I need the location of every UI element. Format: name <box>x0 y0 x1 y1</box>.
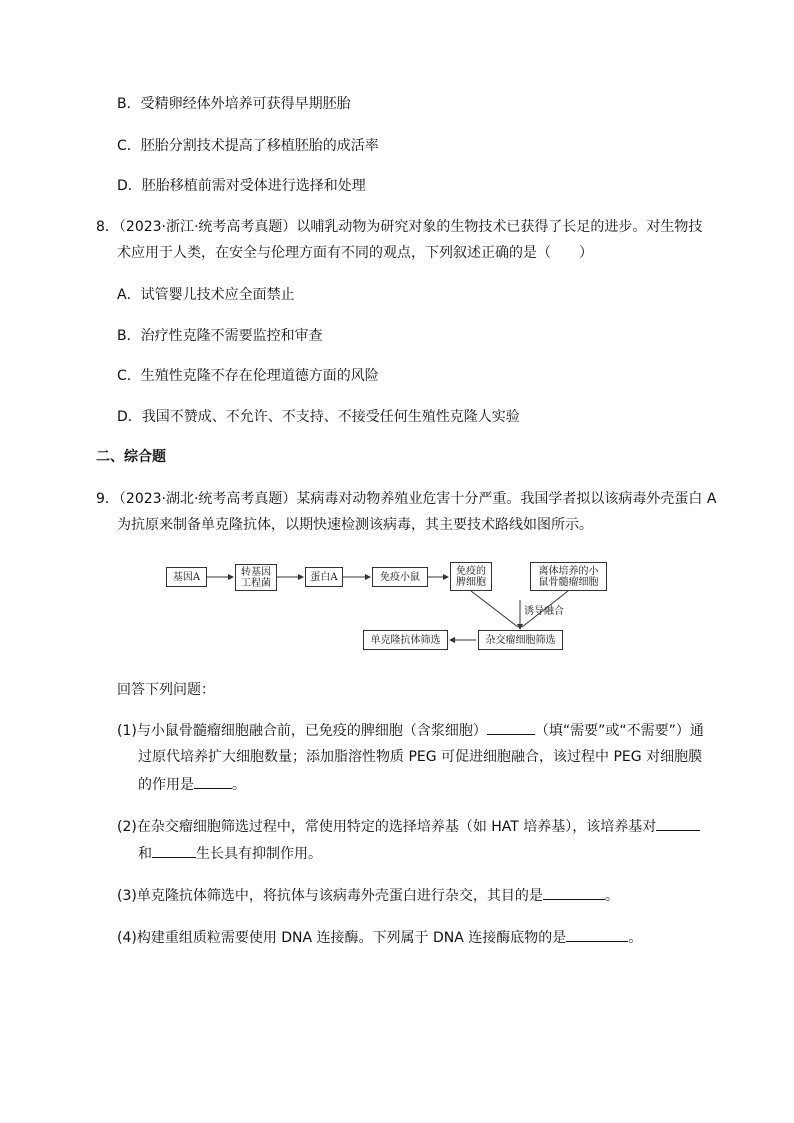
q8-option-c: C．生殖性克隆不存在伦理道德方面的风险 <box>117 368 379 384</box>
q8-option-a: A．试管婴儿技术应全面禁止 <box>117 287 295 303</box>
sub-question-2-line2 <box>138 843 322 864</box>
gene-a-label: 基因A <box>172 571 201 583</box>
sub1-text-a: (1)与小鼠骨髓瘤细胞融合前，已免疫的脾细胞（含浆细胞） <box>117 723 487 739</box>
sub2-line2-text-b: 生长具有抑制作用。 <box>196 846 322 862</box>
q7-option-d: D．胚胎移植前需对受体进行选择和处理 <box>117 178 366 194</box>
q7-option-c: C．胚胎分割技术提高了移植胚胎的成活率 <box>117 138 379 154</box>
q9-stem-line1: 9．（2023·湖北·统考高考真题）某病毒对动物养殖业危害十分严重。我国学者拟以该病毒外壳蛋白 A <box>96 491 717 507</box>
sub2-blank-2[interactable] <box>152 843 196 858</box>
transgenic-bacteria-box <box>235 564 277 591</box>
myeloma-box <box>530 562 607 591</box>
immune-mouse-label: 免疫小鼠 <box>380 571 420 583</box>
sub1-blank-1[interactable] <box>487 720 535 735</box>
sub1-blank-2[interactable] <box>194 774 232 789</box>
q8-option-b: B．治疗性克隆不需要监控和审查 <box>117 328 323 344</box>
sub3-text-b: 。 <box>604 888 619 904</box>
protein-a-label: 蛋白A <box>310 571 338 583</box>
sub1-line3-text-a: 的作用是 <box>138 777 194 793</box>
sub1-line3-text-b: 。 <box>232 777 246 793</box>
immune-spleen-label-1: 免疫的 <box>456 565 486 577</box>
sub4-text-a: (4)构建重组质粒需要使用 DNA 连接酶。下列属于 DNA 连接酶底物的是 <box>117 930 567 946</box>
sub3-blank[interactable] <box>543 885 605 900</box>
section-title: 二、综合题 <box>96 449 166 465</box>
transgenic-label-2: 工程菌 <box>241 577 271 589</box>
sub-question-4 <box>117 927 642 948</box>
hybridoma-screen-box <box>478 630 563 650</box>
transgenic-label-1: 转基因 <box>241 566 271 578</box>
hybridoma-screen-label: 杂交瘤细胞筛选 <box>485 634 556 646</box>
sub2-text-a: (2)在杂交瘤细胞筛选过程中，常使用特定的选择培养基（如 HAT 培养基），该培养基对 <box>117 819 657 835</box>
sub4-text-b: 。 <box>628 930 643 946</box>
answer-prompt: 回答下列问题： <box>117 682 215 698</box>
myeloma-label-2: 鼠骨髓瘤细胞 <box>538 576 599 588</box>
sub-question-2-line1 <box>117 816 700 837</box>
protein-a-box <box>305 567 343 587</box>
sub2-blank-1[interactable] <box>656 816 700 831</box>
q8-option-d: D．我国不赞成、不允许、不支持、不接受任何生殖性克隆人实验 <box>117 409 520 425</box>
myeloma-label-1: 离体培养的小 <box>538 565 599 577</box>
sub-question-1-line2: 过原代培养扩大细胞数量；添加脂溶性物质 PEG 可促进细胞融合，该过程中 PEG 对细胞膜 <box>138 749 703 765</box>
q8-stem-line1: 8．（2023·浙江·统考高考真题）以哺乳动物为研究对象的生物技术已获得了长足的进步。对生物技 <box>96 219 703 235</box>
induce-fusion-label: 诱导融合 <box>524 606 564 617</box>
immune-mouse-box <box>372 567 428 587</box>
sub3-text-a: (3)单克隆抗体筛选中，将抗体与该病毒外壳蛋白进行杂交，其目的是 <box>117 888 543 904</box>
sub4-blank[interactable] <box>566 927 628 942</box>
q9-stem-line2: 为抗原来制备单克隆抗体，以期快速检测该病毒，其主要技术路线如图所示。 <box>117 517 593 533</box>
gene-a-box <box>166 567 207 587</box>
mab-screen-label: 单克隆抗体筛选 <box>370 634 441 646</box>
sub2-line2-text-a: 和 <box>138 846 152 862</box>
q8-stem-line2: 术应用于人类，在安全与伦理方面有不同的观点，下列叙述正确的是（ ） <box>117 245 593 261</box>
sub-question-1-line1 <box>117 720 704 741</box>
immune-spleen-label-2: 脾细胞 <box>456 576 486 588</box>
mab-screen-box <box>363 630 448 650</box>
immune-spleen-box <box>450 562 492 591</box>
sub-question-1-line3 <box>138 774 246 795</box>
sub-question-3 <box>117 885 619 906</box>
sub1-text-b: （填“需要”或“不需要”）通 <box>534 723 704 739</box>
q7-option-b: B．受精卵经体外培养可获得早期胚胎 <box>117 96 351 112</box>
